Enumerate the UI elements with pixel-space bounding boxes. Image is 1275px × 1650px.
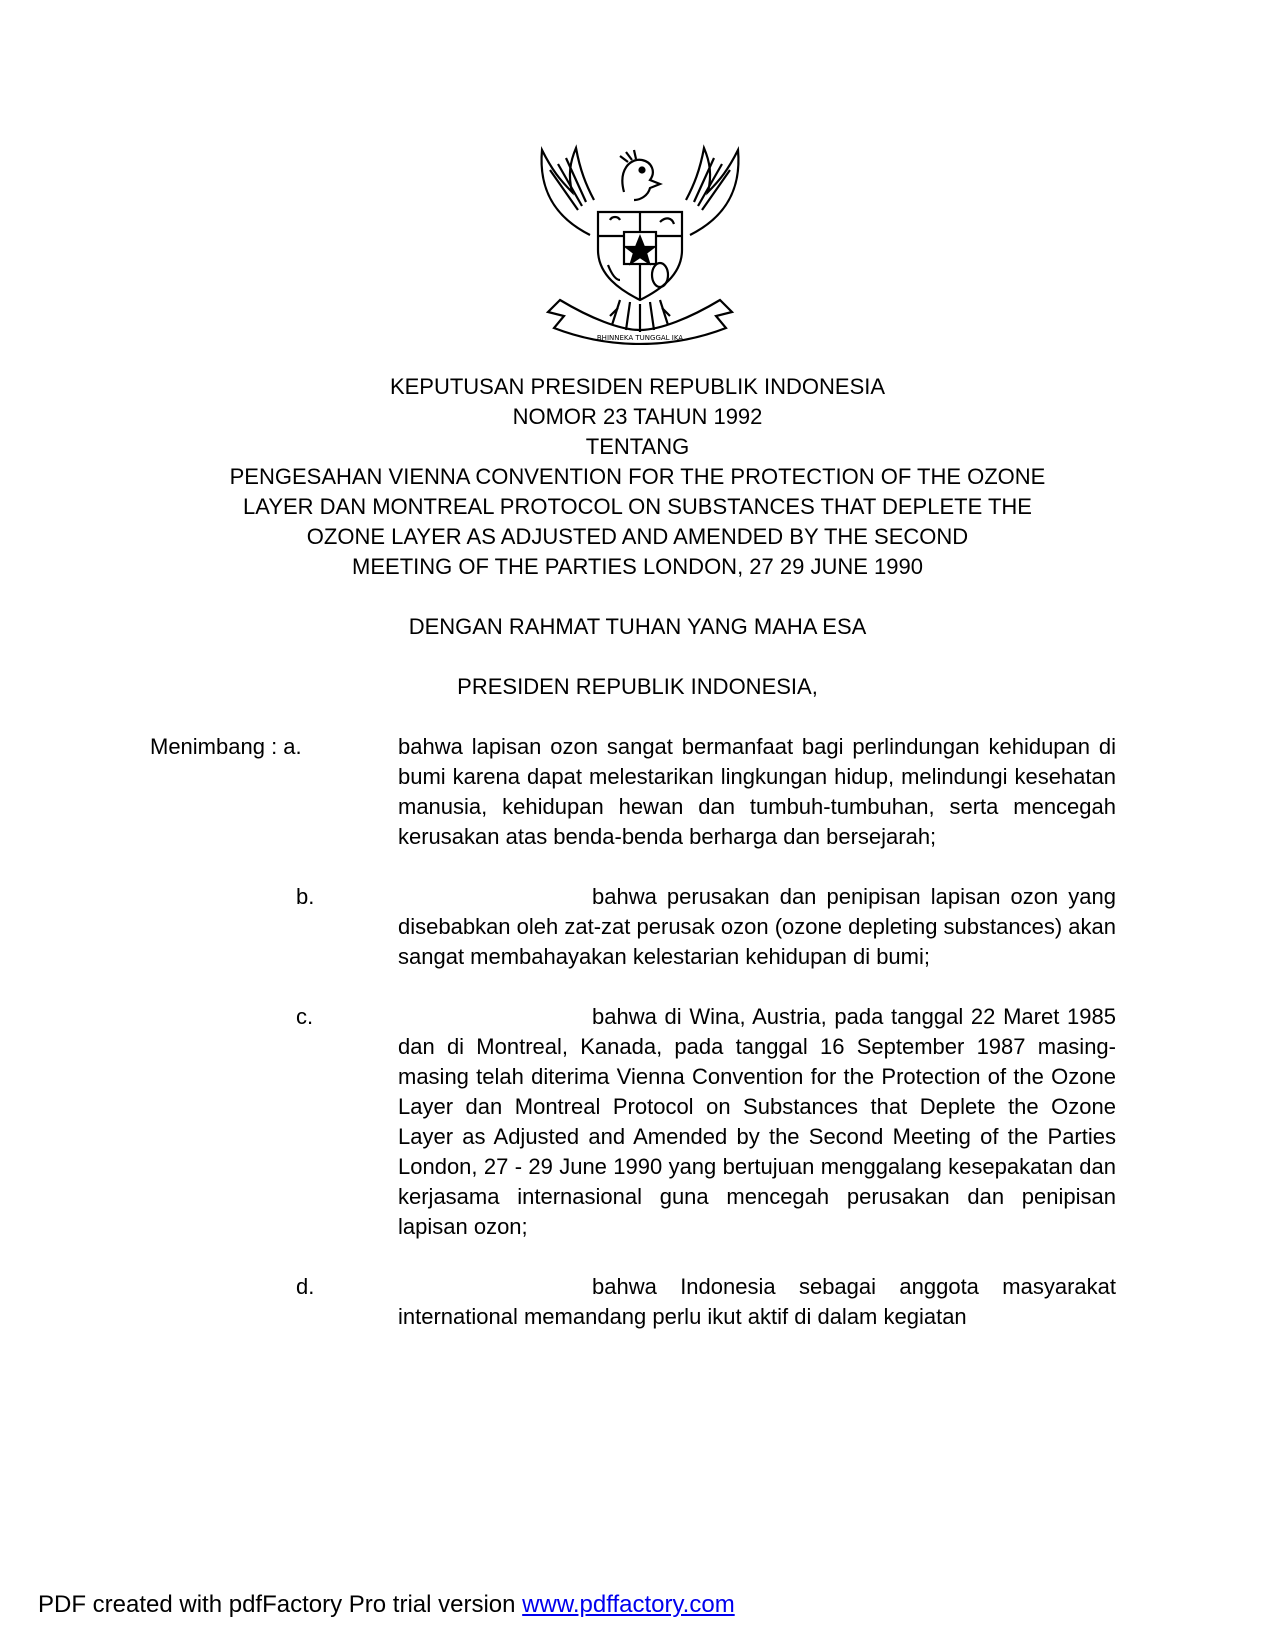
decree-title bbox=[150, 372, 1125, 582]
footer-link[interactable]: www.pdffactory.com bbox=[522, 1591, 735, 1618]
consideration-item-b bbox=[0, 882, 1275, 972]
consideration-item-a bbox=[0, 732, 1275, 852]
title-line-1: KEPUTUSAN PRESIDEN REPUBLIK INDONESIA bbox=[389, 374, 886, 399]
considerations-section bbox=[0, 732, 1275, 1362]
consideration-text: bahwa di Wina, Austria, pada tanggal 22 Maret 1985 dan di Montreal, Kanada, pada tanggal 16 September 1987 masing-masing telah diterima Vienna Convention for the Protection of the Ozone Layer dan Montreal Protocol on Substances that Deplete the Ozone Layer as Adjusted and Amended by the Second Meeting of the Parties London, 27 - 29 June 1990 yang bertujuan menggalang kesepakatan dan kerjasama internasional guna mencegah perusakan dan penipisan lapisan ozon; bbox=[398, 1004, 1116, 1239]
title-line-6: OZONE LAYER AS ADJUSTED AND AMENDED BY THE SECOND bbox=[306, 524, 969, 549]
title-line-4: PENGESAHAN VIENNA CONVENTION FOR THE PROTECTION OF THE OZONE bbox=[229, 464, 1046, 489]
emblem-motto: BHINNEKA TUNGGAL IKA bbox=[596, 334, 684, 342]
consideration-text: bahwa Indonesia sebagai anggota masyarakat international memandang perlu ikut aktif di dalam kegiatan bbox=[398, 1274, 1116, 1329]
item-marker: b. bbox=[296, 884, 315, 909]
item-marker: c. bbox=[296, 1004, 314, 1029]
president-line: PRESIDEN REPUBLIK INDONESIA, bbox=[457, 674, 818, 699]
footer-text: PDF created with pdfFactory Pro trial version bbox=[38, 1591, 523, 1618]
consideration-text: bahwa lapisan ozon sangat bermanfaat bagi perlindungan kehidupan di bumi karena dapat melestarikan lingkungan hidup, melindungi kesehatan manusia, kehidupan hewan dan tumbuh-tumbuhan, serta mencegah kerusakan atas benda-benda berharga dan bersejarah; bbox=[398, 734, 1116, 849]
grace-line: DENGAN RAHMAT TUHAN YANG MAHA ESA bbox=[408, 614, 867, 639]
garuda-emblem bbox=[520, 140, 760, 345]
item-marker: d. bbox=[296, 1274, 315, 1299]
considering-label: Menimbang : a. bbox=[150, 734, 302, 759]
consideration-item-c bbox=[0, 1002, 1275, 1242]
title-line-7: MEETING OF THE PARTIES LONDON, 27 29 JUNE 1990 bbox=[352, 554, 923, 579]
consideration-text: bahwa perusakan dan penipisan lapisan ozon yang disebabkan oleh zat-zat perusak ozon (ozone depleting substances) akan sangat membahayakan kelestarian kehidupan di bumi; bbox=[398, 884, 1116, 969]
title-line-5: LAYER DAN MONTREAL PROTOCOL ON SUBSTANCES THAT DEPLETE THE bbox=[243, 494, 1032, 519]
pdf-footer bbox=[38, 1590, 735, 1620]
title-line-2: NOMOR 23 TAHUN 1992 bbox=[512, 404, 763, 429]
consideration-item-d bbox=[0, 1272, 1275, 1332]
title-line-3: TENTANG bbox=[585, 434, 690, 459]
